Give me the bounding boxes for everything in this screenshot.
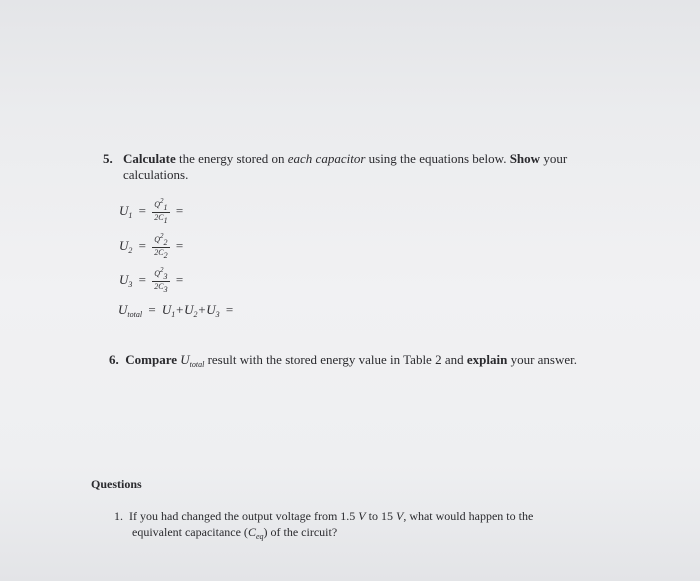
- eqt-u2: +U: [175, 301, 194, 317]
- eq1-num-sup: 2: [160, 197, 164, 205]
- eq2-lhs: U: [119, 237, 129, 253]
- eq3-num-sup: 2: [160, 266, 164, 274]
- eq1-equals-2: =: [175, 203, 184, 218]
- eq3-den-sub: 3: [163, 285, 168, 294]
- eq2-num-sup: 2: [160, 232, 164, 240]
- eq3-num-sub: 3: [163, 272, 168, 281]
- eqt-u1-sub: 1: [171, 309, 176, 319]
- q6-explain-word: explain: [466, 352, 508, 367]
- eqt-u1: U: [161, 301, 172, 317]
- q6-text-2: your answer.: [507, 352, 577, 367]
- eq2-fraction: [152, 232, 169, 260]
- eqt-rhs: [162, 302, 220, 317]
- equation-u1: [119, 197, 186, 225]
- equation-u3: [119, 266, 186, 294]
- eq3-den: 2C: [154, 282, 164, 291]
- q1-ceq-sub: eq: [255, 532, 264, 541]
- q1-text-3: , what would happen to the: [403, 509, 534, 523]
- q5-calculate-word: Calculate: [123, 151, 176, 166]
- eq2-lhs-sub: 2: [128, 245, 133, 255]
- q1-v1: V: [358, 509, 366, 523]
- q6-number: 6.: [109, 352, 119, 367]
- eq3-lhs-sub: 3: [128, 279, 133, 289]
- question-1-line-1: [114, 509, 533, 524]
- question-1-line-2: [132, 525, 337, 541]
- q1-ceq: C: [247, 525, 256, 539]
- eqt-equals-2: =: [225, 302, 234, 318]
- eq2-den: 2C: [154, 248, 164, 257]
- q5-show-word: Show: [509, 151, 541, 166]
- eqt-u3: +U: [197, 301, 216, 317]
- q6-u: U: [180, 352, 190, 367]
- eq3-equals-2: =: [175, 272, 184, 287]
- eq2-equals: =: [138, 238, 146, 253]
- eq1-fraction: [152, 197, 169, 225]
- eq3-lhs: U: [119, 271, 129, 287]
- eq2-den-sub: 2: [163, 251, 168, 260]
- eq3-num: Q: [154, 269, 161, 278]
- eqt-lhs: U: [118, 301, 128, 317]
- eq1-den-sub: 1: [163, 216, 168, 225]
- eq1-num-sub: 1: [163, 203, 168, 212]
- question-6: [109, 352, 577, 369]
- questions-heading: Questions: [91, 477, 142, 491]
- eq1-equals: =: [138, 203, 146, 218]
- q6-text-1: result with the stored energy value in Table 2 and: [204, 352, 467, 367]
- question-5-number: 5.: [103, 151, 113, 166]
- q1-text-2: to 15: [365, 509, 396, 523]
- eq2-equals-2: =: [175, 238, 184, 253]
- eq3-equals: =: [138, 272, 146, 287]
- equation-u2: [119, 232, 186, 260]
- eqt-lhs-sub: total: [127, 309, 143, 319]
- eq1-lhs-sub: 1: [128, 210, 133, 220]
- q1-text-1: If you had changed the output voltage from 1.5: [129, 509, 359, 523]
- eq1-lhs: U: [119, 202, 129, 218]
- eqt-equals: =: [148, 302, 156, 318]
- eq1-num: Q: [154, 200, 161, 209]
- q1-text-5: ) of the circuit?: [263, 525, 338, 539]
- equation-u-total: [118, 301, 236, 319]
- question-5-prompt-line-2: calculations.: [123, 167, 189, 182]
- q5-text-3: your: [540, 151, 568, 166]
- q1-number: 1.: [114, 509, 123, 523]
- q5-text-2: using the equations below.: [365, 151, 510, 166]
- q5-each-capacitor: each capacitor: [287, 151, 366, 166]
- eq1-den: 2C: [154, 213, 164, 222]
- eq2-num: Q: [154, 235, 161, 244]
- q6-u-sub: total: [189, 360, 205, 369]
- eqt-u3-sub: 3: [215, 309, 220, 319]
- q1-v2: V: [395, 509, 404, 523]
- q5-text-1: the energy stored on: [175, 151, 288, 166]
- eqt-u2-sub: 2: [193, 309, 198, 319]
- q6-compare-word: Compare: [125, 352, 178, 367]
- question-5-prompt: [123, 151, 567, 167]
- q1-text-4: equivalent capacitance (: [132, 525, 248, 539]
- eq3-fraction: [152, 266, 169, 294]
- eq2-num-sub: 2: [163, 238, 168, 247]
